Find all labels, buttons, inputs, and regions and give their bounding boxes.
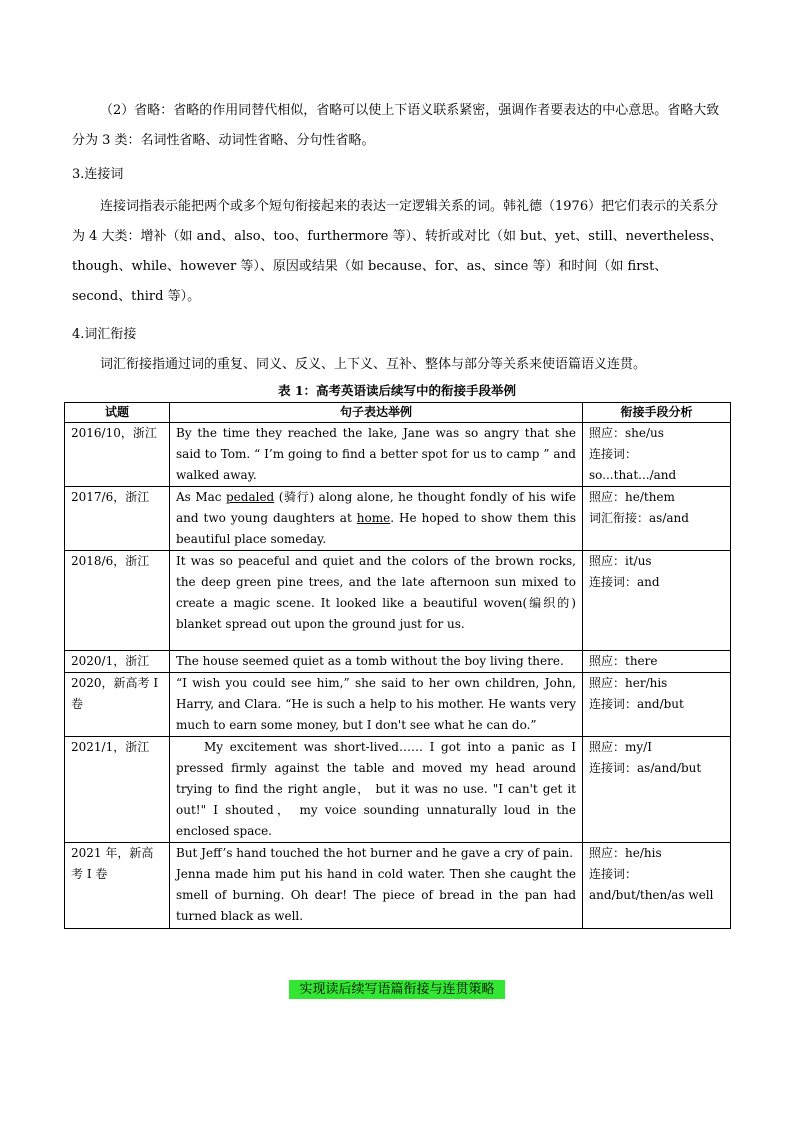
sentence-part: . He hoped to show them this beautiful place someday. xyxy=(176,511,576,546)
header-exam: 试题 xyxy=(65,403,170,423)
analysis-cell xyxy=(583,423,731,487)
heading-connectives: 3.连接词 xyxy=(72,167,124,182)
analysis-line: 照应：her/his xyxy=(589,676,668,690)
analysis-line: 照应：my/I xyxy=(589,740,652,754)
analysis-line: 照应：he/them xyxy=(589,490,675,504)
analysis-cell xyxy=(583,737,731,843)
table-row xyxy=(65,843,731,929)
paragraph-connectives: 连接词指表示能把两个或多个短句衔接起来的表达一定逻辑关系的词。韩礼德（1976）把它们表示的关系分为 4 大类：增补（如 and、also、too、furthermore 等）、转折或对比（如 but、yet、still、nevertheless、though、while、however 等）、原因或结果（如 because、for、as、since 等）和时间（如 first、second、third 等）。 xyxy=(72,199,723,304)
analysis-line: 连接词：and/but xyxy=(589,697,684,711)
analysis-cell xyxy=(583,551,731,651)
table-caption: 表 1：高考英语读后续写中的衔接手段举例 xyxy=(277,383,517,398)
exam-cell: 2016/10，浙江 xyxy=(65,423,170,487)
analysis-line: 照应：there xyxy=(589,654,658,668)
exam-cell: 2017/6，浙江 xyxy=(65,487,170,551)
analysis-line: 照应：she/us xyxy=(589,426,664,440)
analysis-line: 连接词：and xyxy=(589,575,660,589)
table-row xyxy=(65,651,731,673)
section-heading-highlight: 实现读后续写语篇衔接与连贯策略 xyxy=(289,980,505,999)
analysis-cell xyxy=(583,651,731,673)
paragraph-lexical-cohesion: 词汇衔接指通过词的重复、同义、反义、上下义、互补、整体与部分等关系来使语篇语义连贯。 xyxy=(100,357,647,372)
sentence-part: (骑行) along alone, he thought fondly of his wife and two young daughters at xyxy=(176,490,576,525)
sentence-line: But Jeff’s hand touched the hot burner and he gave a cry of pain. xyxy=(176,846,574,860)
analysis-line: 连接词：so...that.../and xyxy=(589,447,677,482)
analysis-line: 连接词：as/and/but xyxy=(589,761,702,775)
analysis-line: 词汇衔接：as/and xyxy=(589,511,689,525)
heading-lexical-cohesion: 4.词汇衔接 xyxy=(72,327,137,342)
exam-cell: 2020/1，浙江 xyxy=(65,651,170,673)
exam-cell: 2020，新高考 I 卷 xyxy=(65,673,170,737)
sentence-cell: By the time they reached the lake, Jane was so angry that she said to Tom. “ I’m going to find a better spot for us to camp ” and walked away. xyxy=(170,423,583,487)
exam-cell: 2021 年，新高考 I 卷 xyxy=(65,843,170,929)
table-row xyxy=(65,423,731,487)
cohesion-table xyxy=(64,402,731,929)
table-row xyxy=(65,487,731,551)
analysis-line: 连接词： xyxy=(589,867,638,881)
analysis-line: 照应：he/his xyxy=(589,846,662,860)
analysis-line: and/but/then/as well xyxy=(589,888,714,902)
header-sentence: 句子表达举例 xyxy=(170,403,583,423)
sentence-cell: The house seemed quiet as a tomb without the boy living there. xyxy=(170,651,583,673)
sentence-cell: My excitement was short-lived…… I got into a panic as I pressed firmly against the table and moved my head around trying to find the right angle， but it was no use. "I can't get it out!" I shouted， my voice sounding unnaturally loud in the enclosed space. xyxy=(170,737,583,843)
sentence-cell: “I wish you could see him,” she said to her own children, John, Harry, and Clara. “He is such a help to his mother. He wants very much to earn some money, but I don't see what he can do.” xyxy=(170,673,583,737)
analysis-line: 照应：it/us xyxy=(589,554,652,568)
analysis-cell xyxy=(583,487,731,551)
underlined-word-pedaled: pedaled xyxy=(226,490,275,504)
paragraph-ellipsis: （2）省略：省略的作用同替代相似，省略可以使上下语义联系紧密，强调作者要表达的中心意思。省略大致分为 3 类：名词性省略、动词性省略、分句性省略。 xyxy=(72,103,720,148)
analysis-cell xyxy=(583,673,731,737)
sentence-cell: It was so peaceful and quiet and the colors of the brown rocks, the deep green pine trees, and the late afternoon sun mixed to create a magic scene. It looked like a beautiful woven(编织的) blanket spread out upon the ground just for us. xyxy=(170,551,583,651)
sentence-cell xyxy=(170,487,583,551)
analysis-cell xyxy=(583,843,731,929)
underlined-word-home: home xyxy=(356,511,391,525)
exam-cell: 2018/6，浙江 xyxy=(65,551,170,651)
table-row xyxy=(65,737,731,843)
header-analysis: 衔接手段分析 xyxy=(583,403,731,423)
sentence-cell xyxy=(170,843,583,929)
table-row xyxy=(65,673,731,737)
exam-cell: 2021/1，浙江 xyxy=(65,737,170,843)
table-header-row xyxy=(65,403,731,423)
sentence-line: Jenna made him put his hand in cold water. Then she caught the smell of burning. Oh dear! The piece of bread in the pan had turned black as well. xyxy=(176,867,576,923)
sentence-part: As Mac xyxy=(176,490,226,504)
table-row xyxy=(65,551,731,651)
